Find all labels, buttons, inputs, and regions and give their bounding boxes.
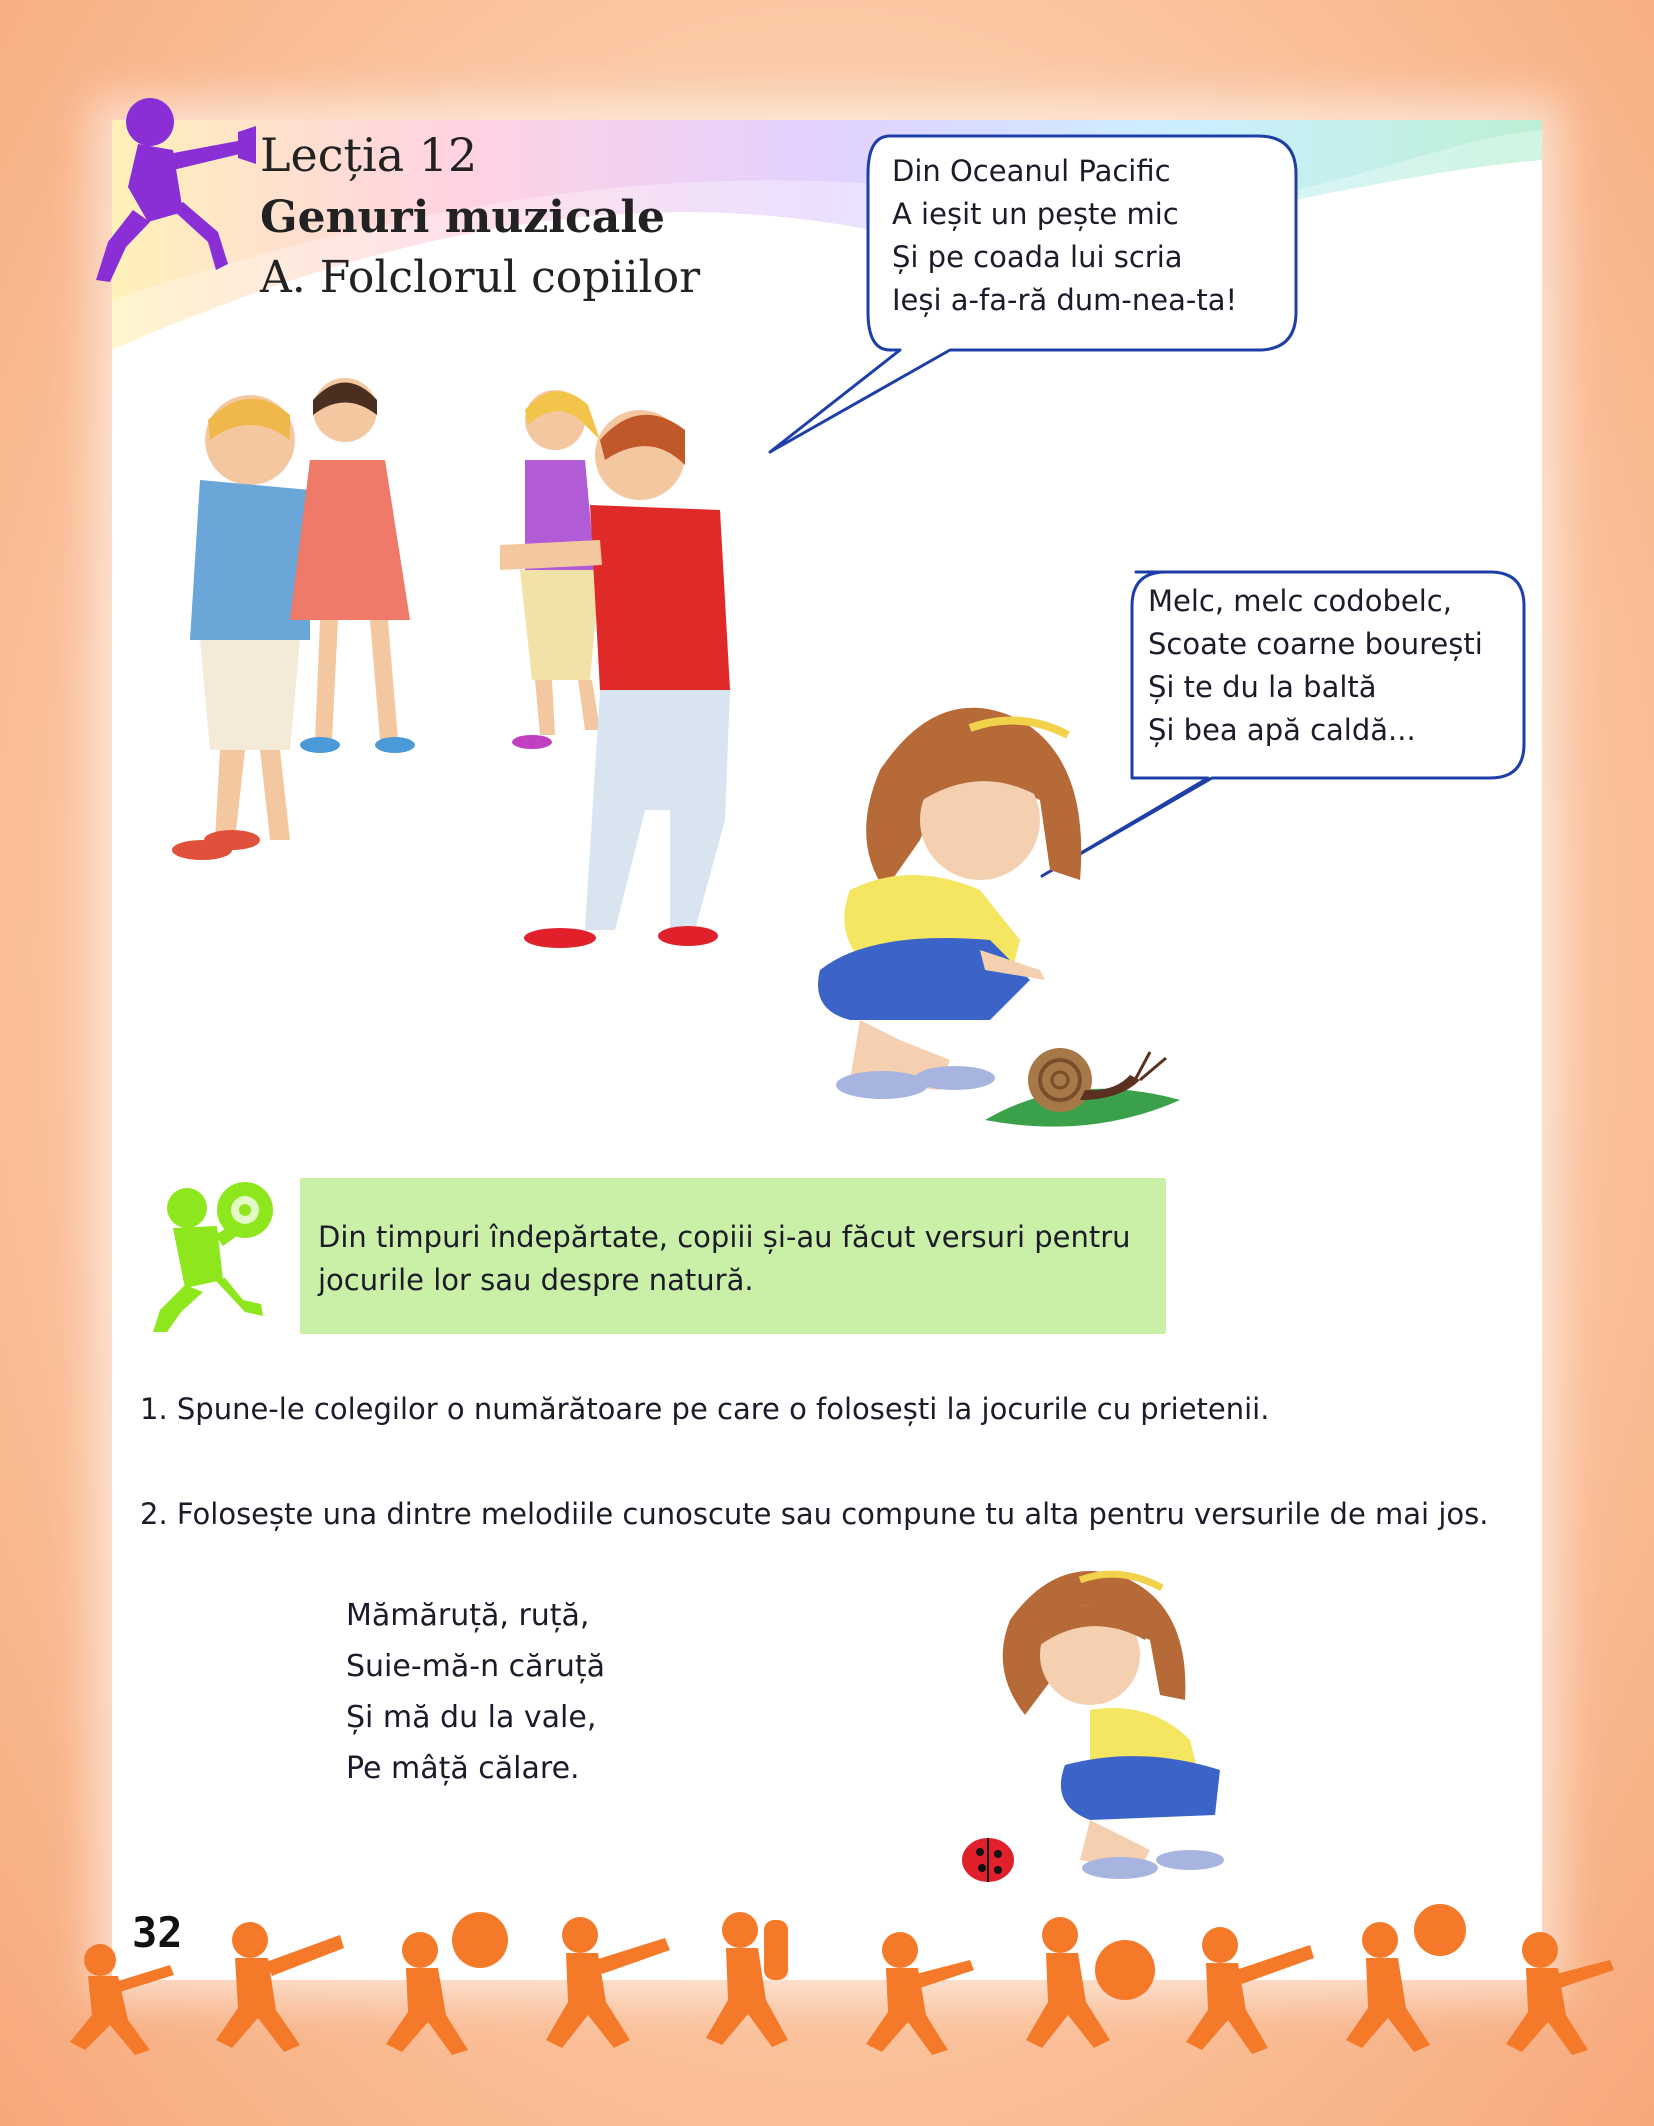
bubble-2-line: Și bea apă caldă... [1148, 713, 1416, 747]
bubble-2-line: Scoate coarne bourești [1148, 627, 1483, 661]
bubble-1-line: Din Oceanul Pacific [892, 154, 1171, 188]
ladybug-icon [962, 1838, 1014, 1882]
poem-line: Suie-mă-n căruță [346, 1649, 606, 1684]
poem-line: Și mă du la vale, [346, 1700, 597, 1735]
marching-musician-icon [706, 1912, 788, 2047]
marching-musician-icon [70, 1944, 174, 2055]
girl-snail-illustration [790, 680, 1190, 1140]
marching-musician-icon [866, 1932, 974, 2055]
marching-musician-icon [1506, 1932, 1614, 2055]
poem-line: Pe mâță călare. [346, 1751, 580, 1786]
poem [346, 1590, 605, 1794]
lesson-subtitle: A. Folclorul copiilor [260, 252, 701, 303]
marching-musician-icon [1346, 1904, 1466, 2052]
musician-silhouettes-footer [40, 1890, 1630, 2060]
lesson-number: Lecția 12 [260, 128, 478, 182]
bass-drum-player-icon [145, 1180, 290, 1335]
page-number: 32 [132, 1908, 183, 1957]
bubble-1-text [892, 150, 1237, 322]
trumpet-player-icon [88, 92, 258, 282]
marching-musician-icon [386, 1912, 508, 2055]
poem-line: Mămăruță, ruță, [346, 1598, 590, 1633]
bubble-1-line: A ieșit un pește mic [892, 197, 1179, 231]
marching-musician-icon [546, 1917, 670, 2048]
question-2: 2. Folosește una dintre melodiile cunoscute sau compune tu alta pentru versurile de mai jos. [140, 1497, 1489, 1531]
marching-musician-icon [216, 1922, 344, 2052]
bubble-1-line: Și pe coada lui scria [892, 240, 1183, 274]
girl-ladybug-illustration [940, 1550, 1300, 1890]
question-1: 1. Spune-le colegilor o numărătoare pe care o folosești la jocurile cu prietenii. [140, 1392, 1270, 1426]
bubble-1-line: Ieși a-fa-ră dum-nea-ta! [892, 283, 1238, 317]
children-playing-illustration [140, 370, 760, 950]
bubble-2-line: Melc, melc codobelc, [1148, 584, 1452, 618]
lesson-title: Genuri muzicale [260, 192, 666, 243]
bubble-2-line: Și te du la baltă [1148, 670, 1377, 704]
marching-musician-icon [1026, 1917, 1155, 2048]
info-box: Din timpuri îndepărtate, copiii și-au făcut versuri pentru jocurile lor sau despre natură. [300, 1178, 1166, 1334]
bubble-2-text [1148, 580, 1483, 752]
marching-musician-icon [1186, 1927, 1314, 2054]
